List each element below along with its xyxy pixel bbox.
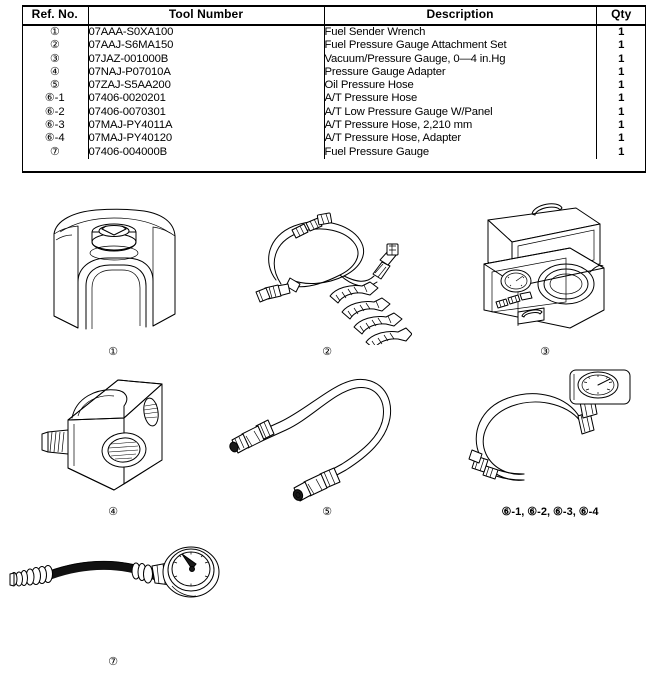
ref-circle-number: ③	[49, 51, 60, 65]
column-header-qty: Qty	[596, 5, 646, 25]
ref-circle-number: ⑥	[44, 91, 55, 105]
attachment-piece-4	[366, 328, 412, 345]
table-frame-right	[645, 5, 646, 173]
table-row	[22, 79, 646, 92]
cell-tool-number: 07MAJ-PY40120	[88, 132, 172, 145]
cell-description: Fuel Sender Wrench	[324, 25, 596, 39]
table-header-row	[22, 5, 646, 25]
hose-mid-fittings	[292, 213, 332, 238]
threaded-nipple-left	[42, 430, 68, 454]
cell-qty: 1	[596, 119, 646, 132]
cell-ref-no	[22, 66, 88, 79]
cell-ref-no	[22, 25, 88, 39]
figure-fuel-sender-wrench	[34, 196, 184, 341]
cell-qty: 1	[596, 106, 646, 119]
column-header-tool-number: Tool Number	[88, 5, 324, 25]
cell-tool-number: 07JAZ-001000B	[88, 52, 169, 65]
table-row	[22, 146, 646, 159]
table-row	[22, 119, 646, 132]
cell-qty: 1	[596, 146, 646, 159]
table-row	[22, 92, 646, 105]
figure-caption-3: ③	[540, 345, 550, 358]
table-body	[22, 25, 646, 159]
cell-description: Vacuum/Pressure Gauge, 0—4 in.Hg	[324, 53, 596, 66]
cell-ref-no	[22, 106, 88, 119]
column-header-description: Description	[324, 5, 596, 25]
cell-tool-number: 07MAJ-PY4011A	[88, 119, 173, 132]
table-row	[22, 106, 646, 119]
figure-at-pressure-hose-gauge-panel	[458, 366, 633, 506]
cell-qty: 1	[596, 66, 646, 79]
attachment-piece-1	[330, 282, 378, 303]
hose-end-fitting-lower	[292, 468, 340, 502]
cell-ref-no	[22, 119, 88, 132]
cell-qty: 1	[596, 53, 646, 66]
figure-caption-4: ④	[108, 505, 118, 518]
cell-tool-number: 07406-0020201	[88, 92, 166, 105]
cell-description: A/T Low Pressure Gauge W/Panel	[324, 106, 596, 119]
cell-description: Fuel Pressure Gauge Attachment Set	[324, 39, 596, 52]
figure-caption-7: ⑦	[108, 655, 118, 668]
ref-circle-number: ⑦	[49, 144, 60, 158]
ref-circle-number: ④	[49, 64, 60, 78]
figure-caption-5: ⑤	[322, 505, 332, 518]
table-row	[22, 39, 646, 52]
cell-ref-no	[22, 132, 88, 145]
cell-description: Fuel Pressure Gauge	[324, 146, 596, 159]
cell-qty: 1	[596, 79, 646, 92]
figure-vacuum-pressure-gauge-case	[466, 198, 616, 343]
attachment-piece-3	[354, 313, 402, 334]
cell-description: Oil Pressure Hose	[324, 79, 596, 92]
table-row	[22, 53, 646, 66]
ref-circle-number: ⑥	[44, 131, 55, 145]
at-gauge-panel	[570, 370, 630, 404]
cell-description: A/T Pressure Hose, 2,210 mm	[324, 119, 596, 132]
fuel-pressure-gauge-dial	[163, 547, 219, 597]
cell-ref-no	[22, 79, 88, 92]
table-row	[22, 132, 646, 145]
figure-fuel-pressure-gauge	[6, 540, 221, 645]
attachment-piece-2	[342, 298, 390, 319]
cell-tool-number: 07NAJ-P07010A	[88, 65, 171, 78]
cell-tool-number: 07ZAJ-S5AA200	[88, 79, 171, 92]
hose-spring-guard-left	[10, 566, 53, 587]
cell-tool-number: 07AAA-S0XA100	[88, 26, 174, 38]
figure-caption-1: ①	[108, 345, 118, 358]
hose-fitting-right	[373, 244, 398, 279]
cell-ref-no	[22, 53, 88, 66]
column-header-ref-no: Ref. No.	[22, 5, 88, 25]
ref-circle-number: ⑥	[44, 104, 55, 118]
table-row	[22, 25, 646, 39]
cell-description: Pressure Gauge Adapter	[324, 66, 596, 79]
cell-ref-no	[22, 39, 88, 52]
ref-circle-number: ⑥	[44, 118, 55, 132]
cell-description: A/T Pressure Hose	[324, 92, 596, 105]
figure-pressure-gauge-adapter	[32, 372, 192, 507]
ref-circle-number: ①	[49, 25, 60, 38]
special-tools-table	[22, 5, 646, 173]
ref-suffix: -1	[54, 92, 65, 105]
cell-ref-no	[22, 146, 88, 159]
figure-fuel-pressure-gauge-attachment-set	[232, 200, 412, 345]
cell-tool-number: 07AAJ-S6MA150	[88, 39, 174, 52]
cell-qty: 1	[596, 39, 646, 52]
ref-suffix: -2	[54, 105, 65, 118]
ref-suffix: -3	[54, 119, 65, 132]
figure-caption-2: ②	[322, 345, 332, 358]
figure-caption-6: ⑥-1, ⑥-2, ⑥-3, ⑥-4	[501, 506, 599, 518]
cell-ref-no	[22, 92, 88, 105]
cell-qty: 1	[596, 92, 646, 105]
ref-suffix: -4	[54, 132, 65, 145]
tool-table	[22, 5, 646, 159]
cell-tool-number: 07406-004000B	[88, 145, 167, 158]
ref-circle-number: ⑤	[49, 78, 60, 92]
hose-spring-guard-right	[132, 563, 153, 583]
table-frame-left	[22, 5, 23, 173]
cell-tool-number: 07406-0070301	[88, 105, 166, 118]
cell-description: A/T Pressure Hose, Adapter	[324, 132, 596, 145]
table-row	[22, 66, 646, 79]
cell-qty: 1	[596, 132, 646, 145]
hose-end-fitting-left	[228, 420, 274, 453]
figure-oil-pressure-hose	[228, 374, 398, 509]
ref-circle-number: ②	[49, 38, 60, 52]
cell-qty: 1	[596, 25, 646, 39]
hose-fitting-left	[256, 278, 300, 302]
